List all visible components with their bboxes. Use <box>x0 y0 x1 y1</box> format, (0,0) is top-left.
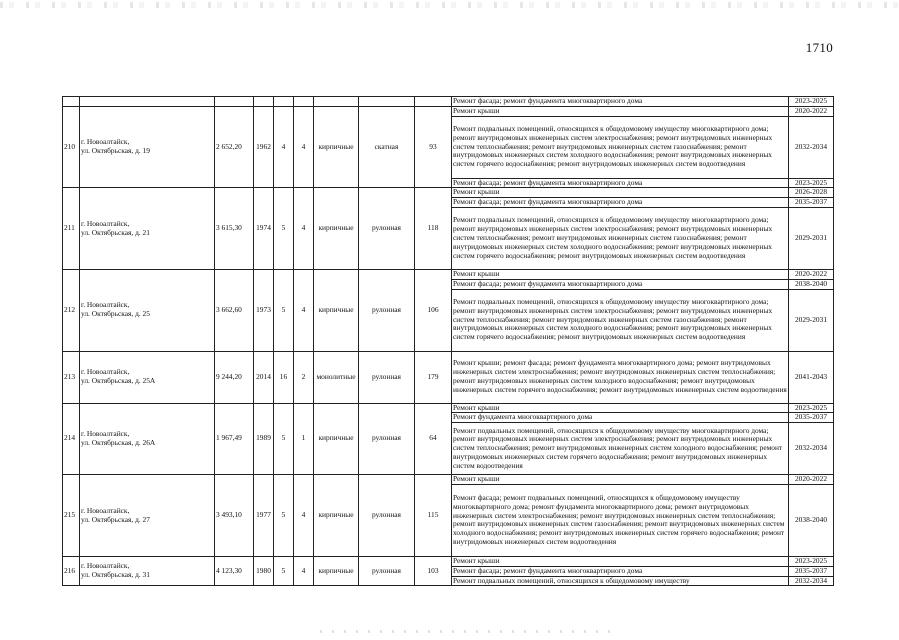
work-description-cell: Ремонт крыши <box>452 556 789 566</box>
work-description-cell: Ремонт подвальных помещений, относящихся к общедомовому имуществу многоквартирного дома; ремонт внутридомовых инженерных систем электроснабжения; ремонт внутридомовых инженерных систем теплоснабжения; ремонт внутридомовых инженерных систем холодного водоснабжения; ремонт внутридомовых инженерных систем горячего водоснабжения; ремонт внутридомовых инженерных систем водоотведения <box>452 423 789 475</box>
scan-edge-top <box>0 2 899 8</box>
table-row <box>63 269 834 279</box>
work-period-cell: 2032-2034 <box>789 116 834 178</box>
roof-type-cell: рулонная <box>359 475 415 557</box>
area-cell: 3 615,30 <box>215 188 254 270</box>
work-description-cell: Ремонт крыши <box>452 106 789 116</box>
entrances-cell: 4 <box>294 269 314 351</box>
roof-type-cell: скатная <box>359 106 415 188</box>
row-number: 214 <box>63 403 80 475</box>
row-number: 216 <box>63 556 80 585</box>
work-period-cell: 2020-2022 <box>789 269 834 279</box>
entrances-cell: 4 <box>294 556 314 585</box>
work-period-cell: 2035-2037 <box>789 198 834 208</box>
wall-material-cell: кирпичные <box>314 269 359 351</box>
work-period-cell: 2029-2031 <box>789 289 834 351</box>
work-description-cell: Ремонт фасада; ремонт фундамента многоквартирного дома <box>452 178 789 188</box>
address-cell: г. Новоалтайск, ул. Октябрьская, д. 31 <box>80 556 215 585</box>
address-cell: г. Новоалтайск, ул. Октябрьская, д. 27 <box>80 475 215 557</box>
work-description-cell: Ремонт подвальных помещений, относящихся к общедомовому имуществу <box>452 576 789 586</box>
entrances-cell: 4 <box>294 106 314 188</box>
roof-type-cell: рулонная <box>359 556 415 585</box>
work-period-cell: 2023-2025 <box>789 403 834 413</box>
work-period-cell: 2035-2037 <box>789 413 834 423</box>
work-description-cell: Ремонт фасада; ремонт подвальных помещений, относящихся к общедомовому имуществу многоквартирного дома; ремонт фундамента многоквартирного дома; ремонт внутридомовых инженерных систем электроснабжения; ремонт внутридомовых инженерных систем теплоснабжения; ремонт внутридомовых инженерных систем газоснабжения; ремонт внутридомовых инженерных систем холодного водоснабжения; ремонт внутридомовых инженерных систем горячего водоснабжения; ремонт внутридомовых инженерных систем водоотведения <box>452 484 789 556</box>
work-description-cell: Ремонт крыши <box>452 403 789 413</box>
roof-type-cell <box>359 97 415 107</box>
work-period-cell: 2020-2022 <box>789 475 834 485</box>
area-cell: 9 244,20 <box>215 351 254 403</box>
repair-schedule-table <box>62 96 834 586</box>
table-row <box>63 556 834 566</box>
roof-type-cell: рулонная <box>359 188 415 270</box>
residents-cell: 64 <box>415 403 452 475</box>
wall-material-cell: кирпичные <box>314 188 359 270</box>
work-period-cell: 2026-2028 <box>789 188 834 198</box>
work-description-cell: Ремонт крыши <box>452 188 789 198</box>
residents-cell: 115 <box>415 475 452 557</box>
page-number: 1710 <box>805 40 833 55</box>
address-cell: г. Новоалтайск, ул. Октябрьская, д. 25 <box>80 269 215 351</box>
table-row <box>63 351 834 403</box>
work-description-cell: Ремонт крыши <box>452 269 789 279</box>
wall-material-cell: монолитные <box>314 351 359 403</box>
work-description-cell: Ремонт фасада; ремонт фундамента многоквартирного дома <box>452 566 789 576</box>
entrances-cell: 2 <box>294 351 314 403</box>
wall-material-cell <box>314 97 359 107</box>
work-period-cell: 2023-2025 <box>789 556 834 566</box>
floors-cell: 5 <box>274 475 294 557</box>
floors-cell: 16 <box>274 351 294 403</box>
table-row <box>63 97 834 107</box>
area-cell: 4 123,30 <box>215 556 254 585</box>
area-cell: 2 652,20 <box>215 106 254 188</box>
work-period-cell: 2032-2034 <box>789 576 834 586</box>
row-number <box>63 97 80 107</box>
work-period-cell: 2023-2025 <box>789 97 834 107</box>
address-cell: г. Новоалтайск, ул. Октябрьская, д. 25А <box>80 351 215 403</box>
work-period-cell: 2041-2043 <box>789 351 834 403</box>
floors-cell: 4 <box>274 106 294 188</box>
table-row <box>63 106 834 116</box>
wall-material-cell: кирпичные <box>314 106 359 188</box>
wall-material-cell: кирпичные <box>314 475 359 557</box>
year-cell: 1962 <box>254 106 274 188</box>
roof-type-cell: рулонная <box>359 269 415 351</box>
work-period-cell: 2038-2040 <box>789 484 834 556</box>
work-period-cell: 2029-2031 <box>789 207 834 269</box>
entrances-cell <box>294 97 314 107</box>
residents-cell: 93 <box>415 106 452 188</box>
year-cell: 2014 <box>254 351 274 403</box>
work-description-cell: Ремонт фундамента многоквартирного дома <box>452 413 789 423</box>
work-description-cell: Ремонт крыши; ремонт фасада; ремонт фундамента многоквартирного дома; ремонт внутридомовых инженерных систем электроснабжения; ремонт внутридомовых инженерных систем теплоснабжения; ремонт внутридомовых инженерных систем холодного водоснабжения; ремонт внутридомовых инженерных систем горячего водоснабжения; ремонт внутридомовых инженерных систем водоотведения <box>452 351 789 403</box>
residents-cell: 179 <box>415 351 452 403</box>
roof-type-cell: рулонная <box>359 351 415 403</box>
floors-cell: 5 <box>274 556 294 585</box>
floors-cell: 5 <box>274 188 294 270</box>
area-cell <box>215 97 254 107</box>
year-cell: 1974 <box>254 188 274 270</box>
address-cell: г. Новоалтайск, ул. Октябрьская, д. 19 <box>80 106 215 188</box>
area-cell: 1 967,49 <box>215 403 254 475</box>
work-period-cell: 2020-2022 <box>789 106 834 116</box>
entrances-cell: 4 <box>294 188 314 270</box>
year-cell: 1977 <box>254 475 274 557</box>
wall-material-cell: кирпичные <box>314 556 359 585</box>
table-row <box>63 188 834 198</box>
address-cell: г. Новоалтайск, ул. Октябрьская, д. 21 <box>80 188 215 270</box>
residents-cell: 106 <box>415 269 452 351</box>
area-cell: 3 662,60 <box>215 269 254 351</box>
work-period-cell: 2038-2040 <box>789 279 834 289</box>
address-cell: г. Новоалтайск, ул. Октябрьская, д. 26А <box>80 403 215 475</box>
work-period-cell: 2032-2034 <box>789 423 834 475</box>
scan-edge-bottom <box>320 630 620 633</box>
table-row <box>63 403 834 413</box>
work-description-cell: Ремонт подвальных помещений, относящихся к общедомовому имуществу многоквартирного дома; ремонт внутридомовых инженерных систем электроснабжения; ремонт внутридомовых инженерных систем теплоснабжения; ремонт внутридомовых инженерных систем газоснабжения; ремонт внутридомовых инженерных систем холодного водоснабжения; ремонт внутридомовых инженерных систем горячего водоснабжения; ремонт внутридомовых инженерных систем водоотведения <box>452 116 789 178</box>
year-cell: 1973 <box>254 269 274 351</box>
work-description-cell: Ремонт подвальных помещений, относящихся к общедомовому имуществу многоквартирного дома; ремонт внутридомовых инженерных систем электроснабжения; ремонт внутридомовых инженерных систем теплоснабжения; ремонт внутридомовых инженерных систем газоснабжения; ремонт внутридомовых инженерных систем холодного водоснабжения; ремонт внутридомовых инженерных систем горячего водоснабжения; ремонт внутридомовых инженерных систем водоотведения <box>452 289 789 351</box>
work-period-cell: 2035-2037 <box>789 566 834 576</box>
row-number: 211 <box>63 188 80 270</box>
work-description-cell: Ремонт подвальных помещений, относящихся к общедомовому имуществу многоквартирного дома; ремонт внутридомовых инженерных систем электроснабжения; ремонт внутридомовых инженерных систем теплоснабжения; ремонт внутридомовых инженерных систем газоснабжения; ремонт внутридомовых инженерных систем холодного водоснабжения; ремонт внутридомовых инженерных систем горячего водоснабжения; ремонт внутридомовых инженерных систем водоотведения <box>452 207 789 269</box>
row-number: 215 <box>63 475 80 557</box>
entrances-cell: 1 <box>294 403 314 475</box>
roof-type-cell: рулонная <box>359 403 415 475</box>
wall-material-cell: кирпичные <box>314 403 359 475</box>
work-description-cell: Ремонт фасада; ремонт фундамента многоквартирного дома <box>452 279 789 289</box>
row-number: 212 <box>63 269 80 351</box>
year-cell: 1989 <box>254 403 274 475</box>
floors-cell: 5 <box>274 269 294 351</box>
residents-cell <box>415 97 452 107</box>
address-cell <box>80 97 215 107</box>
work-description-cell: Ремонт фасада; ремонт фундамента многоквартирного дома <box>452 97 789 107</box>
entrances-cell: 4 <box>294 475 314 557</box>
work-period-cell: 2023-2025 <box>789 178 834 188</box>
residents-cell: 118 <box>415 188 452 270</box>
year-cell: 1980 <box>254 556 274 585</box>
work-description-cell: Ремонт фасада; ремонт фундамента многоквартирного дома <box>452 198 789 208</box>
floors-cell: 5 <box>274 403 294 475</box>
floors-cell <box>274 97 294 107</box>
table-row <box>63 475 834 485</box>
residents-cell: 103 <box>415 556 452 585</box>
work-description-cell: Ремонт крыши <box>452 475 789 485</box>
row-number: 213 <box>63 351 80 403</box>
row-number: 210 <box>63 106 80 188</box>
year-cell <box>254 97 274 107</box>
area-cell: 3 493,10 <box>215 475 254 557</box>
